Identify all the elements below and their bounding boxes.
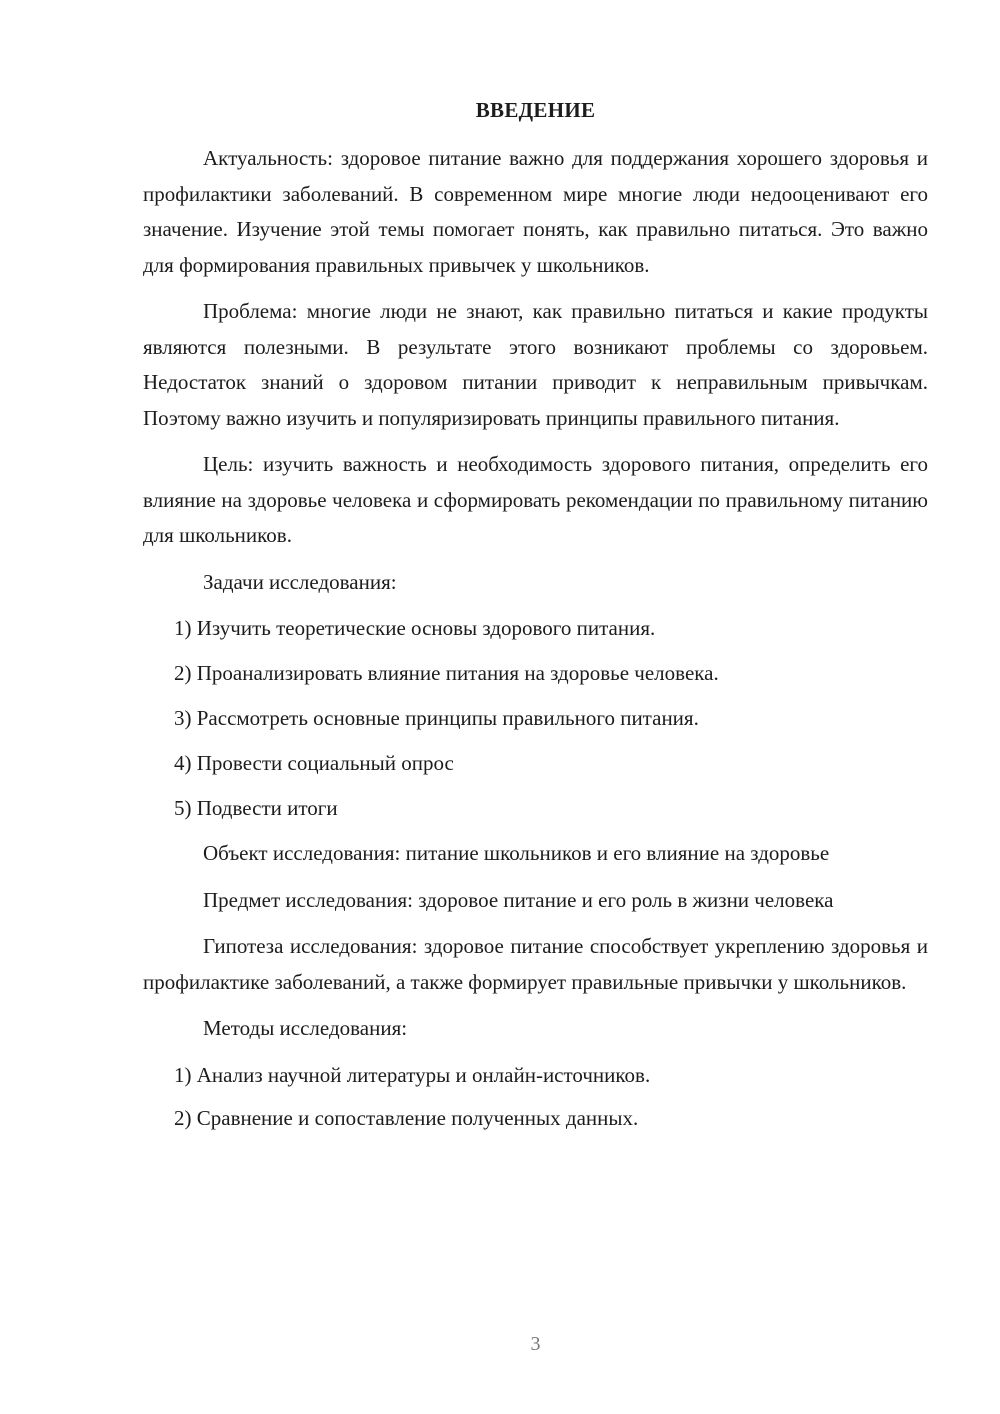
tasks-list <box>143 611 928 826</box>
task-item: 1) Изучить теоретические основы здорового питания. <box>174 616 656 640</box>
object-paragraph: Объект исследования: питание школьников и его влияние на здоровье <box>203 841 830 865</box>
hypothesis-paragraph: Гипотеза исследования: здоровое питание способствует укреплению здоровья и профилактике заболеваний, а также формирует правильные привычки у школьников. <box>143 934 928 994</box>
relevance-paragraph: Актуальность: здоровое питание важно для поддержания хорошего здоровья и профилактики заболеваний. В современном мире многие люди недооценивают его значение. Изучение этой темы помогает понять, как правильно питаться. Это важно для формирования правильных привычек у школьников. <box>143 146 928 277</box>
method-item: 2) Сравнение и сопоставление полученных данных. <box>174 1105 639 1130</box>
tasks-heading: Задачи исследования: <box>203 569 397 594</box>
goal-paragraph: Цель: изучить важность и необходимость здорового питания, определить его влияние на здоровье человека и сформировать рекомендации по правильному питанию для школьников. <box>143 452 928 547</box>
task-item: 4) Провести социальный опрос <box>174 751 454 775</box>
method-item: 1) Анализ научной литературы и онлайн-источников. <box>174 1062 651 1087</box>
problem-paragraph: Проблема: многие люди не знают, как правильно питаться и какие продукты являются полезными. В результате этого возникают проблемы со здоровьем. Недостаток знаний о здоровом питании приводит к неправильным привычкам. Поэтому важно изучить и популяризировать принципы правильного питания. <box>143 299 928 430</box>
methods-heading: Методы исследования: <box>203 1016 408 1040</box>
section-title: ВВЕДЕНИЕ <box>475 98 596 122</box>
methods-list <box>143 1058 928 1136</box>
task-item: 5) Подвести итоги <box>174 796 338 820</box>
page-number: 3 <box>530 1333 541 1355</box>
subject-paragraph: Предмет исследования: здоровое питание и его роль в жизни человека <box>203 887 834 912</box>
task-item: 2) Проанализировать влияние питания на здоровье человека. <box>174 661 719 685</box>
page-content <box>143 93 928 1144</box>
task-item: 3) Рассмотреть основные принципы правильного питания. <box>174 706 699 730</box>
